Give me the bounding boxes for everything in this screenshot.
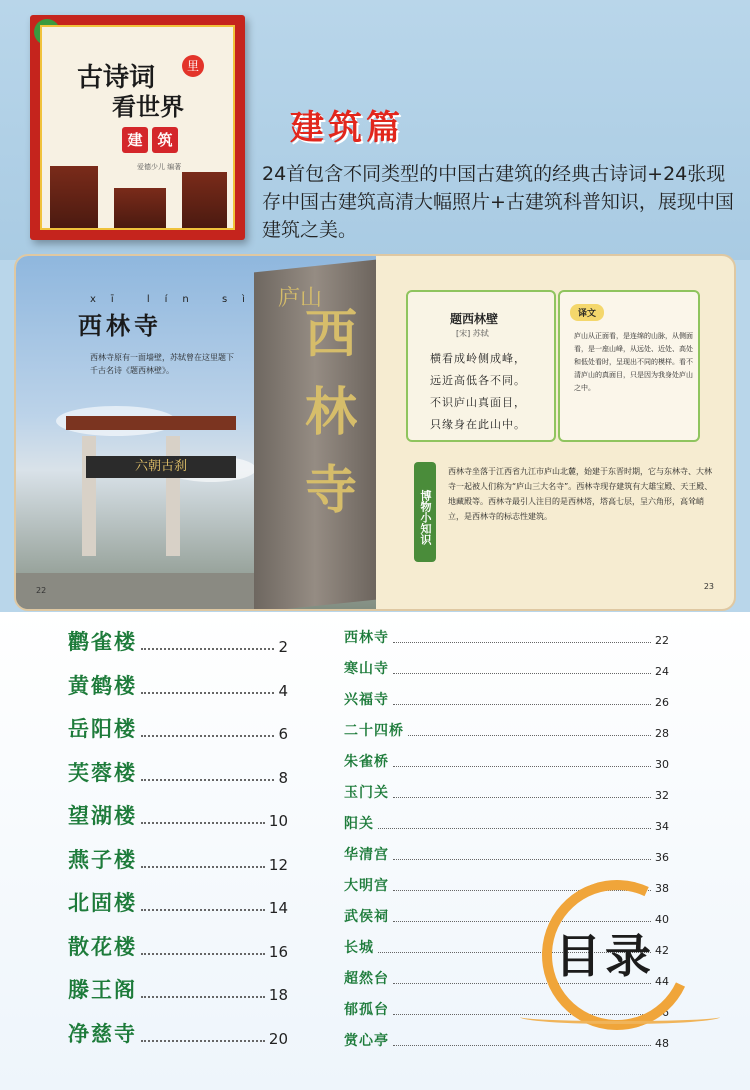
book-cover-inner — [40, 25, 235, 230]
toc-entry-name: 朱雀桥 — [344, 754, 389, 770]
toc-leader-dots — [141, 735, 274, 737]
poem-line: 远近高低各不同。 — [430, 374, 526, 387]
toc-entry[interactable] — [344, 1030, 669, 1050]
toc-leader-dots — [141, 866, 265, 868]
toc-entry[interactable] — [344, 844, 669, 864]
poem-title: 题西林壁 — [450, 312, 499, 326]
sample-spread — [14, 254, 736, 611]
toc-entry[interactable] — [344, 658, 669, 678]
gate-pillar — [82, 436, 96, 556]
translation-tag: 译文 — [570, 304, 604, 321]
toc-entry-page: 44 — [655, 975, 669, 988]
toc-leader-dots — [141, 1040, 265, 1042]
book-title-badge: 里 — [182, 55, 204, 77]
place-description: 西林寺原有一面墙壁，苏轼曾在这里题下千古名诗《题西林壁》。 — [90, 353, 234, 375]
toc-entry[interactable] — [344, 751, 669, 771]
toc-entry-page: 2 — [278, 638, 288, 656]
toc-entry-name: 黄鹤楼 — [68, 672, 137, 698]
toc-entry-page: 22 — [655, 634, 669, 647]
toc-entry-page: 8 — [278, 768, 288, 787]
poem-line: 横看成岭侧成峰， — [430, 352, 526, 365]
place-title: 西林寺 — [78, 311, 162, 340]
toc-entry-page: 6 — [278, 725, 288, 743]
toc-entry-page: 10 — [268, 812, 288, 830]
page-number-left: 22 — [36, 586, 47, 595]
toc-leader-dots — [141, 692, 274, 694]
pagoda-illustration — [50, 166, 98, 228]
stone-inscription: 西林寺 — [304, 304, 357, 521]
toc-entry-page: 46 — [655, 1006, 669, 1019]
toc-entry[interactable] — [68, 670, 288, 700]
book-subtitle-char: 筑 — [152, 127, 178, 153]
pagoda-illustration — [114, 188, 166, 228]
toc-entry-page: 38 — [655, 882, 669, 895]
toc-entry-name: 二十四桥 — [344, 723, 404, 739]
toc-leader-dots — [393, 1045, 651, 1046]
poem-line: 不识庐山真面目， — [430, 396, 526, 409]
toc-leader-dots — [141, 822, 265, 824]
toc-entry-page: 16 — [268, 942, 288, 961]
toc-entry-page: 28 — [655, 727, 669, 740]
toc-entry-page: 20 — [268, 1029, 288, 1048]
toc-entry-name: 望湖楼 — [68, 803, 137, 828]
toc-entry[interactable] — [68, 757, 288, 787]
toc-entry-page: 48 — [655, 1037, 669, 1050]
toc-entry-name: 燕子楼 — [68, 846, 137, 872]
book-cover — [30, 15, 245, 240]
book-author: 爱德少儿 编著 — [137, 163, 182, 171]
pagoda-illustration — [182, 172, 227, 228]
ground — [16, 573, 256, 611]
toc-entry-name: 郁孤台 — [344, 1002, 389, 1018]
toc-leader-dots — [141, 648, 274, 650]
book-title-line2: 看世界 — [112, 92, 184, 121]
poem-author: [宋] 苏轼 — [456, 329, 489, 338]
toc-leader-dots — [393, 859, 651, 860]
toc-leader-dots — [408, 735, 651, 736]
toc-entry-name: 武侯祠 — [344, 909, 389, 925]
toc-entry-name: 岳阳楼 — [68, 716, 137, 741]
toc-entry-page: 30 — [655, 758, 669, 771]
toc-entry-name: 赏心亭 — [344, 1033, 389, 1049]
gate-roof — [66, 416, 236, 430]
place-pinyin: xī lín sì — [90, 294, 260, 305]
toc-leader-dots — [141, 953, 265, 955]
toc-entry-name: 寒山寺 — [344, 661, 389, 677]
toc-entry-page: 14 — [268, 899, 288, 917]
toc-entry[interactable] — [344, 813, 669, 833]
toc-entry-name: 超然台 — [344, 971, 389, 987]
toc-entry[interactable] — [344, 720, 669, 740]
toc-title: 目录 — [555, 929, 655, 983]
knowledge-tag: 博物小知识 — [414, 462, 436, 562]
toc-entry[interactable] — [68, 844, 288, 874]
translation-text: 庐山从正面看，是连绵的山脉，从侧面看，是一座山峰，从远处、近处、高处和低处看时，呈现出不同的模样。看不清庐山的真面目，只是因为我身处庐山之中。 — [574, 332, 693, 392]
header-banner — [0, 0, 750, 260]
toc-entry-page: 26 — [655, 696, 669, 709]
toc-entry-name: 阳关 — [344, 816, 374, 832]
toc-entry-page: 24 — [655, 665, 669, 678]
toc-leader-dots — [393, 673, 651, 674]
toc-entry-name: 西林寺 — [344, 630, 389, 646]
toc-entry-name: 大明宫 — [344, 878, 389, 894]
toc-entry-name: 鹳雀楼 — [68, 629, 137, 654]
temple-gate — [46, 416, 256, 556]
poem-line: 只缘身在此山中。 — [430, 418, 526, 431]
toc-leader-dots — [393, 704, 651, 705]
toc-entry-name: 兴福寺 — [344, 692, 389, 708]
toc-entry[interactable] — [68, 713, 288, 743]
gate-pillar — [166, 436, 180, 556]
toc-leader-dots — [141, 996, 265, 998]
toc-entry[interactable] — [68, 1018, 288, 1048]
translation-card — [558, 290, 700, 442]
knowledge-text: 西林寺坐落于江西省九江市庐山北麓，始建于东晋时期，它与东林寺、大林寺一起被人们称为“庐山三大名寺”。西林寺现存建筑有大雄宝殿、天王殿、地藏殿等。西林寺最引人注目的是西林塔，塔高七层，呈六角形，高耸峭立，是西林寺的标志性建筑。 — [448, 467, 713, 521]
book-subtitle-char: 建 — [122, 127, 148, 153]
toc-entry-name: 芙蓉楼 — [68, 759, 137, 785]
toc-entry-name: 散花楼 — [68, 933, 137, 959]
toc-leader-dots — [378, 828, 651, 829]
toc-entry-name: 滕王阁 — [68, 977, 137, 1002]
toc-entry-name: 长城 — [344, 940, 374, 956]
toc-entry-page: 36 — [655, 851, 669, 864]
toc-entry[interactable] — [68, 931, 288, 961]
toc-entry[interactable] — [68, 800, 288, 830]
toc-leader-dots — [393, 797, 651, 798]
toc-entry-page: 34 — [655, 820, 669, 833]
temple-photo — [16, 256, 376, 611]
gate-board: 六朝古刹 — [86, 456, 236, 478]
toc-entry[interactable] — [68, 626, 288, 656]
toc-entry-page: 40 — [655, 913, 669, 926]
section-title: 建筑篇 — [290, 108, 404, 148]
toc-entry[interactable] — [68, 887, 288, 917]
stone-inscription-small: 庐山 — [278, 286, 323, 311]
decorative-wave — [520, 1010, 720, 1024]
toc-entry-page: 42 — [655, 944, 669, 957]
toc-entry-name: 净慈寺 — [68, 1020, 137, 1046]
toc-entry-page: 18 — [268, 986, 288, 1004]
toc-leader-dots — [393, 642, 651, 643]
toc-entry-page: 4 — [278, 681, 288, 700]
toc-entry-page: 32 — [655, 789, 669, 802]
page-number-right: 23 — [703, 582, 714, 591]
book-title-line1: 古诗词 — [77, 63, 156, 93]
toc-leader-dots — [141, 779, 274, 781]
toc-entry[interactable] — [344, 689, 669, 709]
poem-card — [406, 290, 556, 442]
toc-entry-name: 华清宫 — [344, 847, 389, 863]
toc-leader-dots — [393, 766, 651, 767]
book-subtitle — [122, 127, 178, 153]
toc-entry[interactable] — [344, 782, 669, 802]
toc-entry-page: 12 — [268, 855, 288, 874]
toc-entry[interactable] — [344, 627, 669, 647]
toc-leader-dots — [141, 909, 265, 911]
toc-entry[interactable] — [68, 974, 288, 1004]
toc-entry-name: 玉门关 — [344, 785, 389, 801]
book-description: 24首包含不同类型的中国古建筑的经典古诗词+24张现存中国古建筑高清大幅照片+古建筑科普知识，展现中国建筑之美。 — [262, 163, 734, 241]
toc-entry-name: 北固楼 — [68, 890, 137, 915]
